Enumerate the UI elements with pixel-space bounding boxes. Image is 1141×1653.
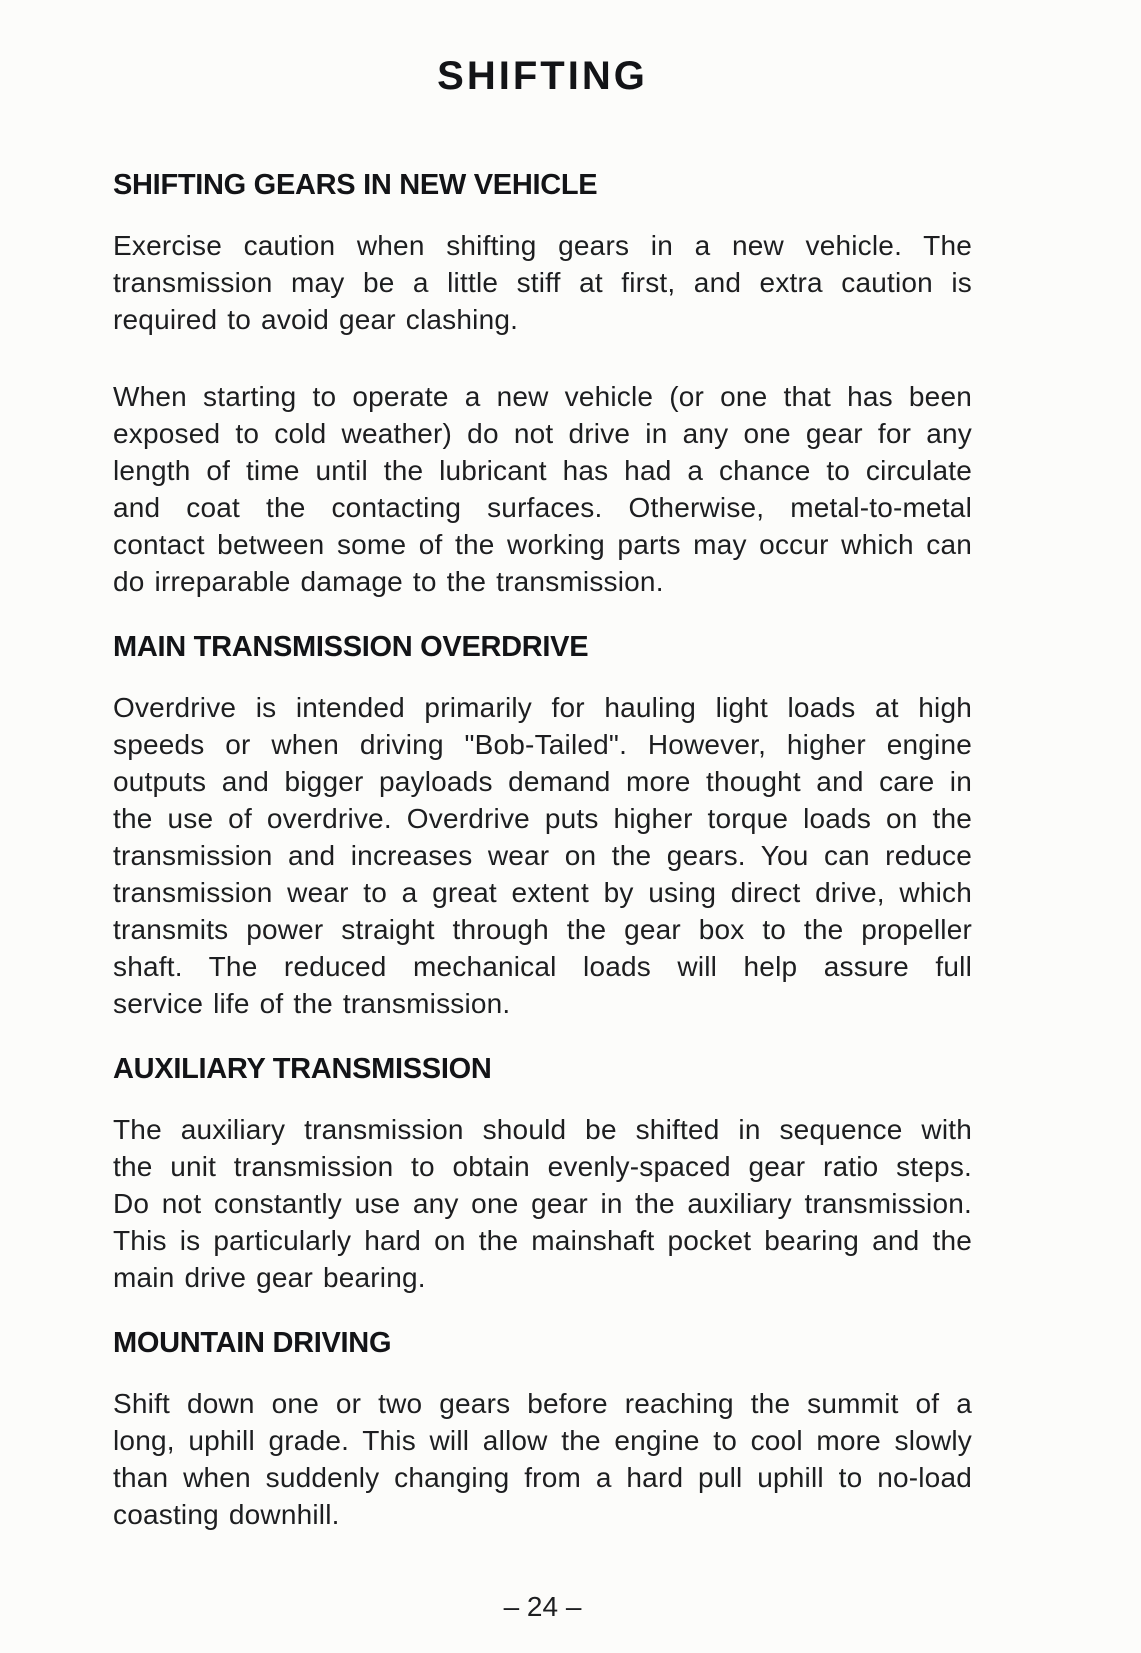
section-heading: SHIFTING GEARS IN NEW VEHICLE bbox=[113, 169, 598, 201]
text-line: coasting downhill. bbox=[113, 1499, 340, 1530]
text-line: Overdrive is intended primarily for hauling light loads at high bbox=[113, 692, 972, 723]
text-line: transmission wear to a great extent by using direct drive, which bbox=[113, 877, 972, 908]
text-line: than when suddenly changing from a hard pull uphill to no-load bbox=[113, 1462, 972, 1493]
text-line: contact between some of the working parts may occur which can bbox=[113, 529, 972, 560]
paragraph bbox=[113, 689, 972, 1022]
text-line: outputs and bigger payloads demand more thought and care in bbox=[113, 766, 972, 797]
text-line: Shift down one or two gears before reaching the summit of a bbox=[113, 1388, 972, 1419]
page-title: SHIFTING bbox=[437, 54, 648, 98]
paragraph bbox=[113, 227, 972, 338]
text-line: shaft. The reduced mechanical loads will help assure full bbox=[113, 951, 972, 982]
text-line: required to avoid gear clashing. bbox=[113, 304, 519, 335]
text-line: and coat the contacting surfaces. Otherwise, metal-to-metal bbox=[113, 492, 972, 523]
section-heading: MAIN TRANSMISSION OVERDRIVE bbox=[113, 631, 589, 663]
text-line: When starting to operate a new vehicle (or one that has been bbox=[113, 381, 972, 412]
text-line: the unit transmission to obtain evenly-spaced gear ratio steps. bbox=[113, 1151, 972, 1182]
page-number: – 24 – bbox=[503, 1591, 582, 1622]
text-line: This is particularly hard on the mainshaft pocket bearing and the bbox=[113, 1225, 972, 1256]
text-line: Do not constantly use any one gear in the auxiliary transmission. bbox=[113, 1188, 972, 1219]
text-line: The auxiliary transmission should be shifted in sequence with bbox=[113, 1114, 972, 1145]
text-line: exposed to cold weather) do not drive in any one gear for any bbox=[113, 418, 972, 449]
text-line: the use of overdrive. Overdrive puts higher torque loads on the bbox=[113, 803, 972, 834]
paragraph bbox=[113, 378, 972, 600]
text-line: transmission and increases wear on the gears. You can reduce bbox=[113, 840, 972, 871]
sections bbox=[113, 170, 972, 1533]
section-heading: MOUNTAIN DRIVING bbox=[113, 1327, 392, 1359]
text-line: main drive gear bearing. bbox=[113, 1262, 426, 1293]
paragraph bbox=[113, 1111, 972, 1296]
paragraph bbox=[113, 1385, 972, 1533]
text-line: do irreparable damage to the transmission. bbox=[113, 566, 664, 597]
text-line: speeds or when driving "Bob-Tailed". However, higher engine bbox=[113, 729, 972, 760]
section-heading: AUXILIARY TRANSMISSION bbox=[113, 1053, 492, 1085]
text-line: long, uphill grade. This will allow the engine to cool more slowly bbox=[113, 1425, 972, 1456]
text-line: transmits power straight through the gear box to the propeller bbox=[113, 914, 972, 945]
text-line: service life of the transmission. bbox=[113, 988, 511, 1019]
text-line: transmission may be a little stiff at first, and extra caution is bbox=[113, 267, 972, 298]
text-line: length of time until the lubricant has had a chance to circulate bbox=[113, 455, 972, 486]
text-line: Exercise caution when shifting gears in a new vehicle. The bbox=[113, 230, 972, 261]
